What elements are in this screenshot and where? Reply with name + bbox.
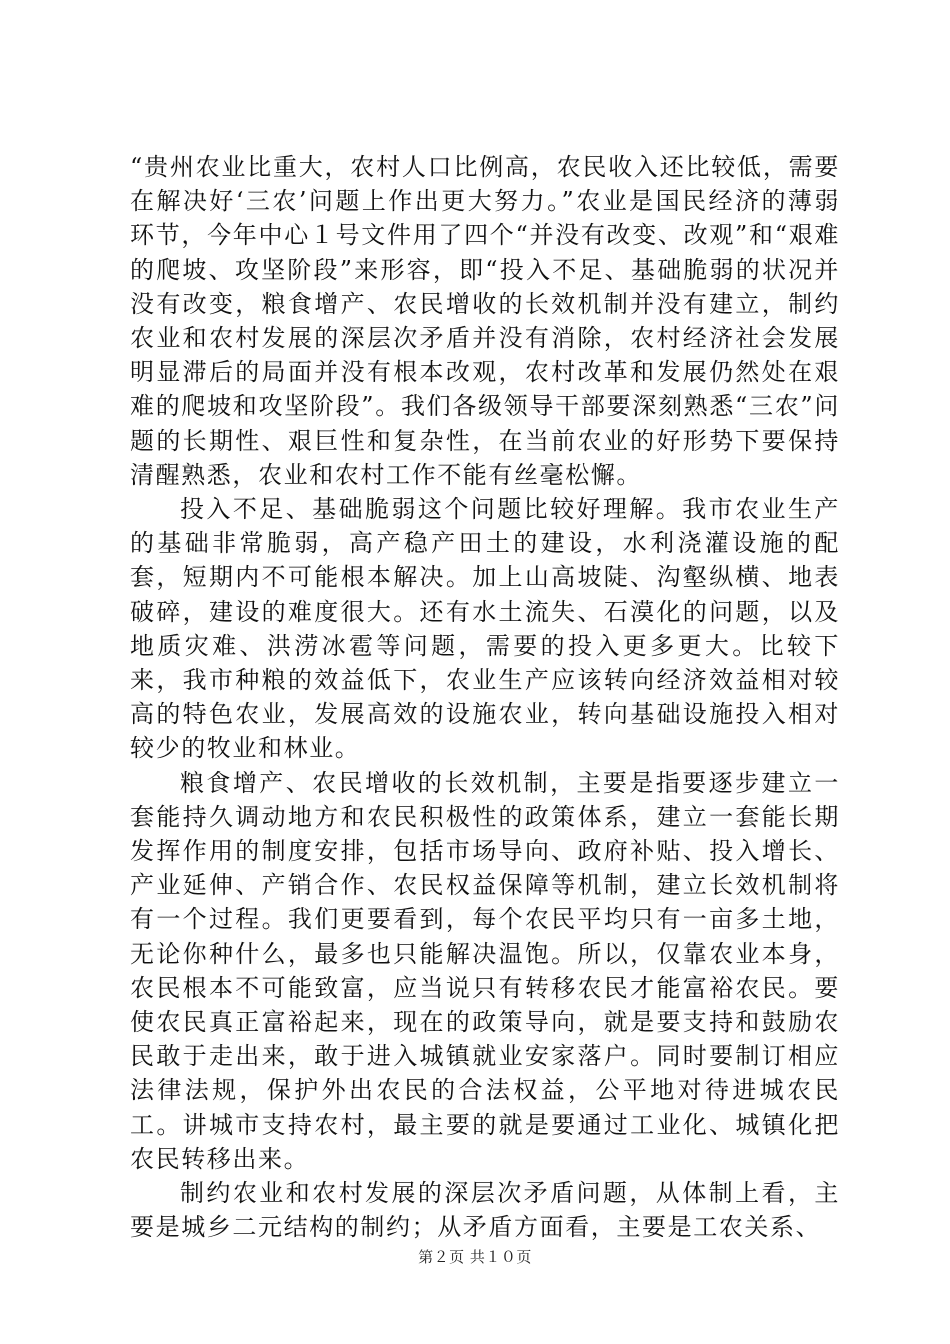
paragraph-4: 制约农业和农村发展的深层次矛盾问题，从体制上看，主要是城乡二元结构的制约；从矛盾方面看，主要是工农关系、: [130, 1179, 840, 1242]
paragraph-1: “贵州农业比重大，农村人口比例高，农民收入还比较低，需要在解决好‘三农’问题上作出更大努力。”农业是国民经济的薄弱环节，今年中心１号文件用了四个“并没有改变、改观”和“艰难的爬坡、攻坚阶段”来形容，即“投入不足、基础脆弱的状况并没有改变，粮食增产、农民增收的长效机制并没有建立，制约农业和农村发展的深层次矛盾并没有消除，农村经济社会发展明显滞后的局面并没有根本改观，农村改革和发展仍然处在艰难的爬坡和攻坚阶段”。我们各级领导干部要深刻熟悉“三农”问题的长期性、艰巨性和复杂性，在当前农业的好形势下要保持清醒熟悉，农业和农村工作不能有丝毫松懈。: [130, 153, 840, 489]
paragraph-2: 投入不足、基础脆弱这个问题比较好理解。我市农业生产的基础非常脆弱，高产稳产田土的建设，水利浇灌设施的配套，短期内不可能根本解决。加上山高坡陡、沟壑纵横、地表破碎，建设的难度很大。还有水土流失、石漠化的问题，以及地质灾难、洪涝冰雹等问题，需要的投入更多更大。比较下来，我市种粮的效益低下，农业生产应该转向经济效益相对较高的特色农业，发展高效的设施农业，转向基础设施投入相对较少的牧业和林业。: [130, 495, 840, 763]
body-text: [130, 150, 840, 1245]
paragraph-3: 粮食增产、农民增收的长效机制，主要是指要逐步建立一套能持久调动地方和农民积极性的政策体系，建立一套能长期发挥作用的制度安排，包括市场导向、政府补贴、投入增长、产业延伸、产销合作、农民权益保障等机制，建立长效机制将有一个过程。我们更要看到，每个农民平均只有一亩多土地，无论你种什么，最多也只能解决温饱。所以，仅靠农业本身，农民根本不可能致富，应当说只有转移农民才能富裕农民。要使农民真正富裕起来，现在的政策导向，就是要支持和鼓励农民敢于走出来，敢于进入城镇就业安家落户。同时要制订相应法律法规，保护外出农民的合法权益，公平地对待进城农民工。讲城市支持农村，最主要的就是要通过工业化、城镇化把农民转移出来。: [130, 768, 840, 1173]
page-footer: 第２页 共１０页: [418, 1248, 532, 1266]
